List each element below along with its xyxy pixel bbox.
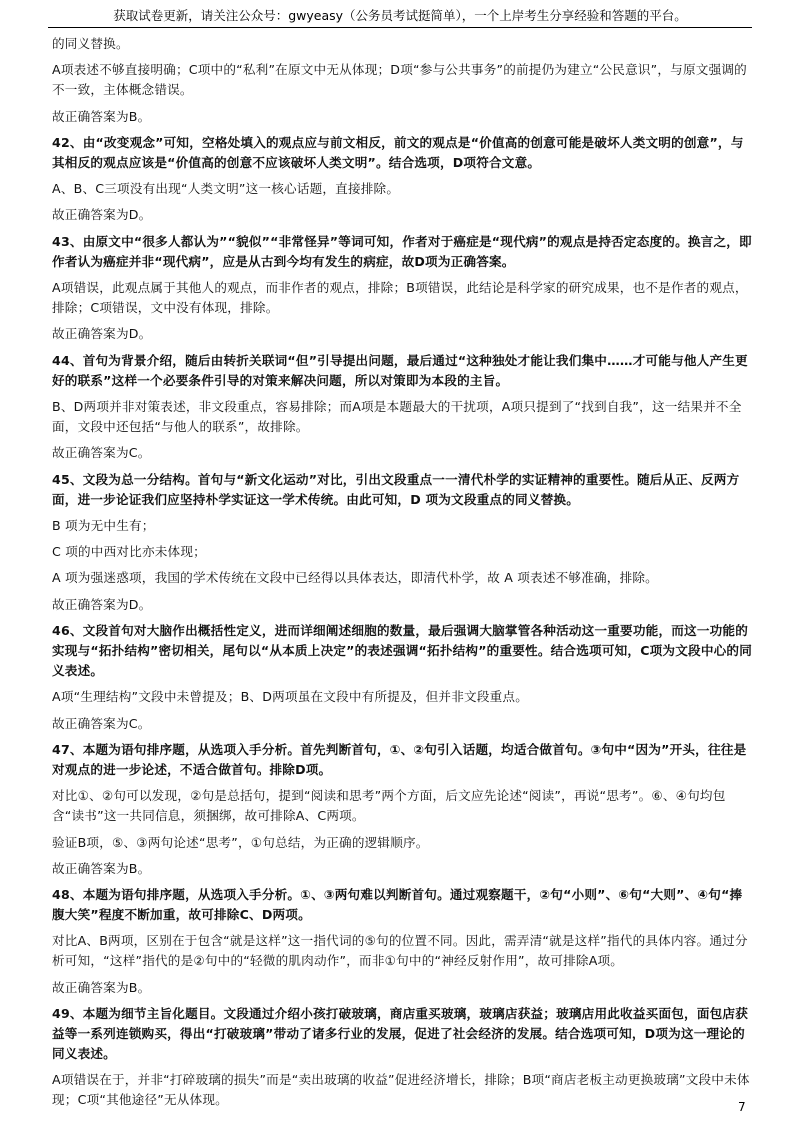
explanation-paragraph: 故正确答案为B。: [52, 860, 151, 876]
explanation-paragraph: 故正确答案为D。: [52, 326, 152, 342]
explanation-paragraph: 故正确答案为D。: [52, 596, 152, 612]
explanation-paragraph: A项错误在于，并非“打碎玻璃的损失”而是“卖出玻璃的收益”促进经济增长，排除；B项“商店老板主动更换玻璃”文段中未体现；C项“其他途径”无从体现。: [52, 1072, 750, 1108]
explanation-paragraph: A项“生理结构”文段中未曾提及；B、D两项虽在文段中有所提及，但并非文段重点。: [52, 689, 528, 705]
question-explanation-paragraph: 47、本题为语句排序题，从选项入手分析。首先判断首句，①、②句引入话题，均适合做首句。③句中“因为”开头，往往是对观点的进一步论述，不适合做首句。排除D项。: [52, 741, 747, 777]
explanation-paragraph: A、B、C三项没有出现“人类文明”这一核心话题，直接排除。: [52, 181, 400, 197]
explanation-paragraph: 故正确答案为C。: [52, 445, 151, 461]
explanation-paragraph: 验证B项，⑤、③两句论述“思考”，①句总结，为正确的逻辑顺序。: [52, 834, 429, 850]
question-explanation-paragraph: 45、文段为总一分结构。首句与“新文化运动”对比，引出文段重点一一清代朴学的实证精神的重要性。随后从正、反两方面，进一步论证我们应坚持朴学实证这一学术传统。由此可知，D 项为文段重点的同义替换。: [52, 471, 740, 507]
explanation-paragraph: C 项的中西对比亦未体现；: [52, 544, 206, 560]
explanation-paragraph: 故正确答案为B。: [52, 979, 151, 995]
explanation-paragraph: A 项为强迷惑项，我国的学术传统在文段中已经得以具体表达，即清代朴学，故 A 项表述不够准确，排除。: [52, 570, 658, 586]
question-explanation-paragraph: 46、文段首句对大脑作出概括性定义，进而详细阐述细胞的数量，最后强调大脑掌管各种活动这一重要功能，而这一功能的实现与“拓扑结构”密切相关，尾句以“从本质上决定”的表述强调“拓扑结构”的重要性。结合选项可知，C项为文段中心的同义表述。: [52, 623, 752, 679]
explanation-paragraph: 故正确答案为B。: [52, 108, 151, 124]
question-explanation-paragraph: 43、由原文中“很多人都认为”“貌似”“非常怪异”等词可知，作者对于癌症是“现代病”的观点是持否定态度的。换言之，即作者认为癌症并非“现代病”，应是从古到今均有发生的病症，故D项为正确答案。: [52, 233, 752, 269]
explanation-paragraph: B、D两项并非对策表述，非文段重点，容易排除；而A项是本题最大的干扰项，A项只提到了“找到自我”，这一结果并不全面，文段中还包括“与他人的联系”，故排除。: [52, 398, 742, 434]
explanation-paragraph: 对比A、B两项，区别在于包含“就是这样”这一指代词的⑤句的位置不同。因此，需弄清“就是这样”指代的具体内容。通过分析可知，“这样”指代的是②句中的“轻微的肌肉动作”，而非①句中的“神经反射作用”，故可排除A项。: [52, 933, 748, 969]
question-explanation-paragraph: 48、本题为语句排序题，从选项入手分析。①、③两句难以判断首句。通过观察题干，②句“小则”、⑥句“大则”、④句“捧腹大笑”程度不断加重，故可排除C、D两项。: [52, 887, 743, 923]
explanation-paragraph: A项表述不够直接明确；C项中的“私利”在原文中无从体现；D项“参与公共事务”的前提仍为建立“公民意识”，与原文强调的不一致，主体概念错误。: [52, 62, 747, 98]
explanation-paragraph: 故正确答案为C。: [52, 715, 151, 731]
explanation-paragraph: A项错误，此观点属于其他人的观点，而非作者的观点，排除；B项错误，此结论是科学家的研究成果，也不是作者的观点，排除；C项错误，文中没有体现，排除。: [52, 280, 748, 316]
page-number: 7: [738, 1100, 746, 1114]
question-explanation-paragraph: 42、由“改变观念”可知，空格处填入的观点应与前文相反，前文的观点是“价值高的创意可能是破坏人类文明的创意”，与其相反的观点应该是“价值高的创意不应该破坏人类文明”。结合选项，D项符合文意。: [52, 134, 744, 170]
question-explanation-paragraph: 44、首句为背景介绍，随后由转折关联词“但”引导提出问题，最后通过“这种独处才能让我们集中……才可能与他人产生更好的联系”这样一个必要条件引导的对策来解决问题，所以对策即为本段的主旨。: [52, 352, 748, 388]
explanation-paragraph: 对比①、②句可以发现，②句是总括句，提到“阅读和思考”两个方面，后文应先论述“阅读”，再说“思考”。⑥、④句均包含“读书”这一共同信息，须捆绑，故可排除A、C两项。: [52, 788, 726, 824]
explanation-paragraph: 故正确答案为D。: [52, 207, 152, 223]
explanation-paragraph: B 项为无中生有；: [52, 517, 155, 533]
document-body: [52, 34, 752, 1117]
page-header: 获取试卷更新，请关注公众号：gwyeasy（公务员考试挺简单），一个上岸考生分享经验和答题的平台。: [113, 8, 687, 23]
header-divider: [48, 27, 752, 28]
question-explanation-paragraph: 49、本题为细节主旨化题目。文段通过介绍小孩打破玻璃，商店重买玻璃，玻璃店获益；玻璃店用此收益买面包，面包店获益等一系列连锁购买，得出“打破玻璃”带动了诸多行业的发展，促进了社会经济的发展。结合选项可知，D项为这一理论的同义表述。: [52, 1006, 748, 1062]
explanation-paragraph: 的同义替换。: [52, 36, 129, 51]
